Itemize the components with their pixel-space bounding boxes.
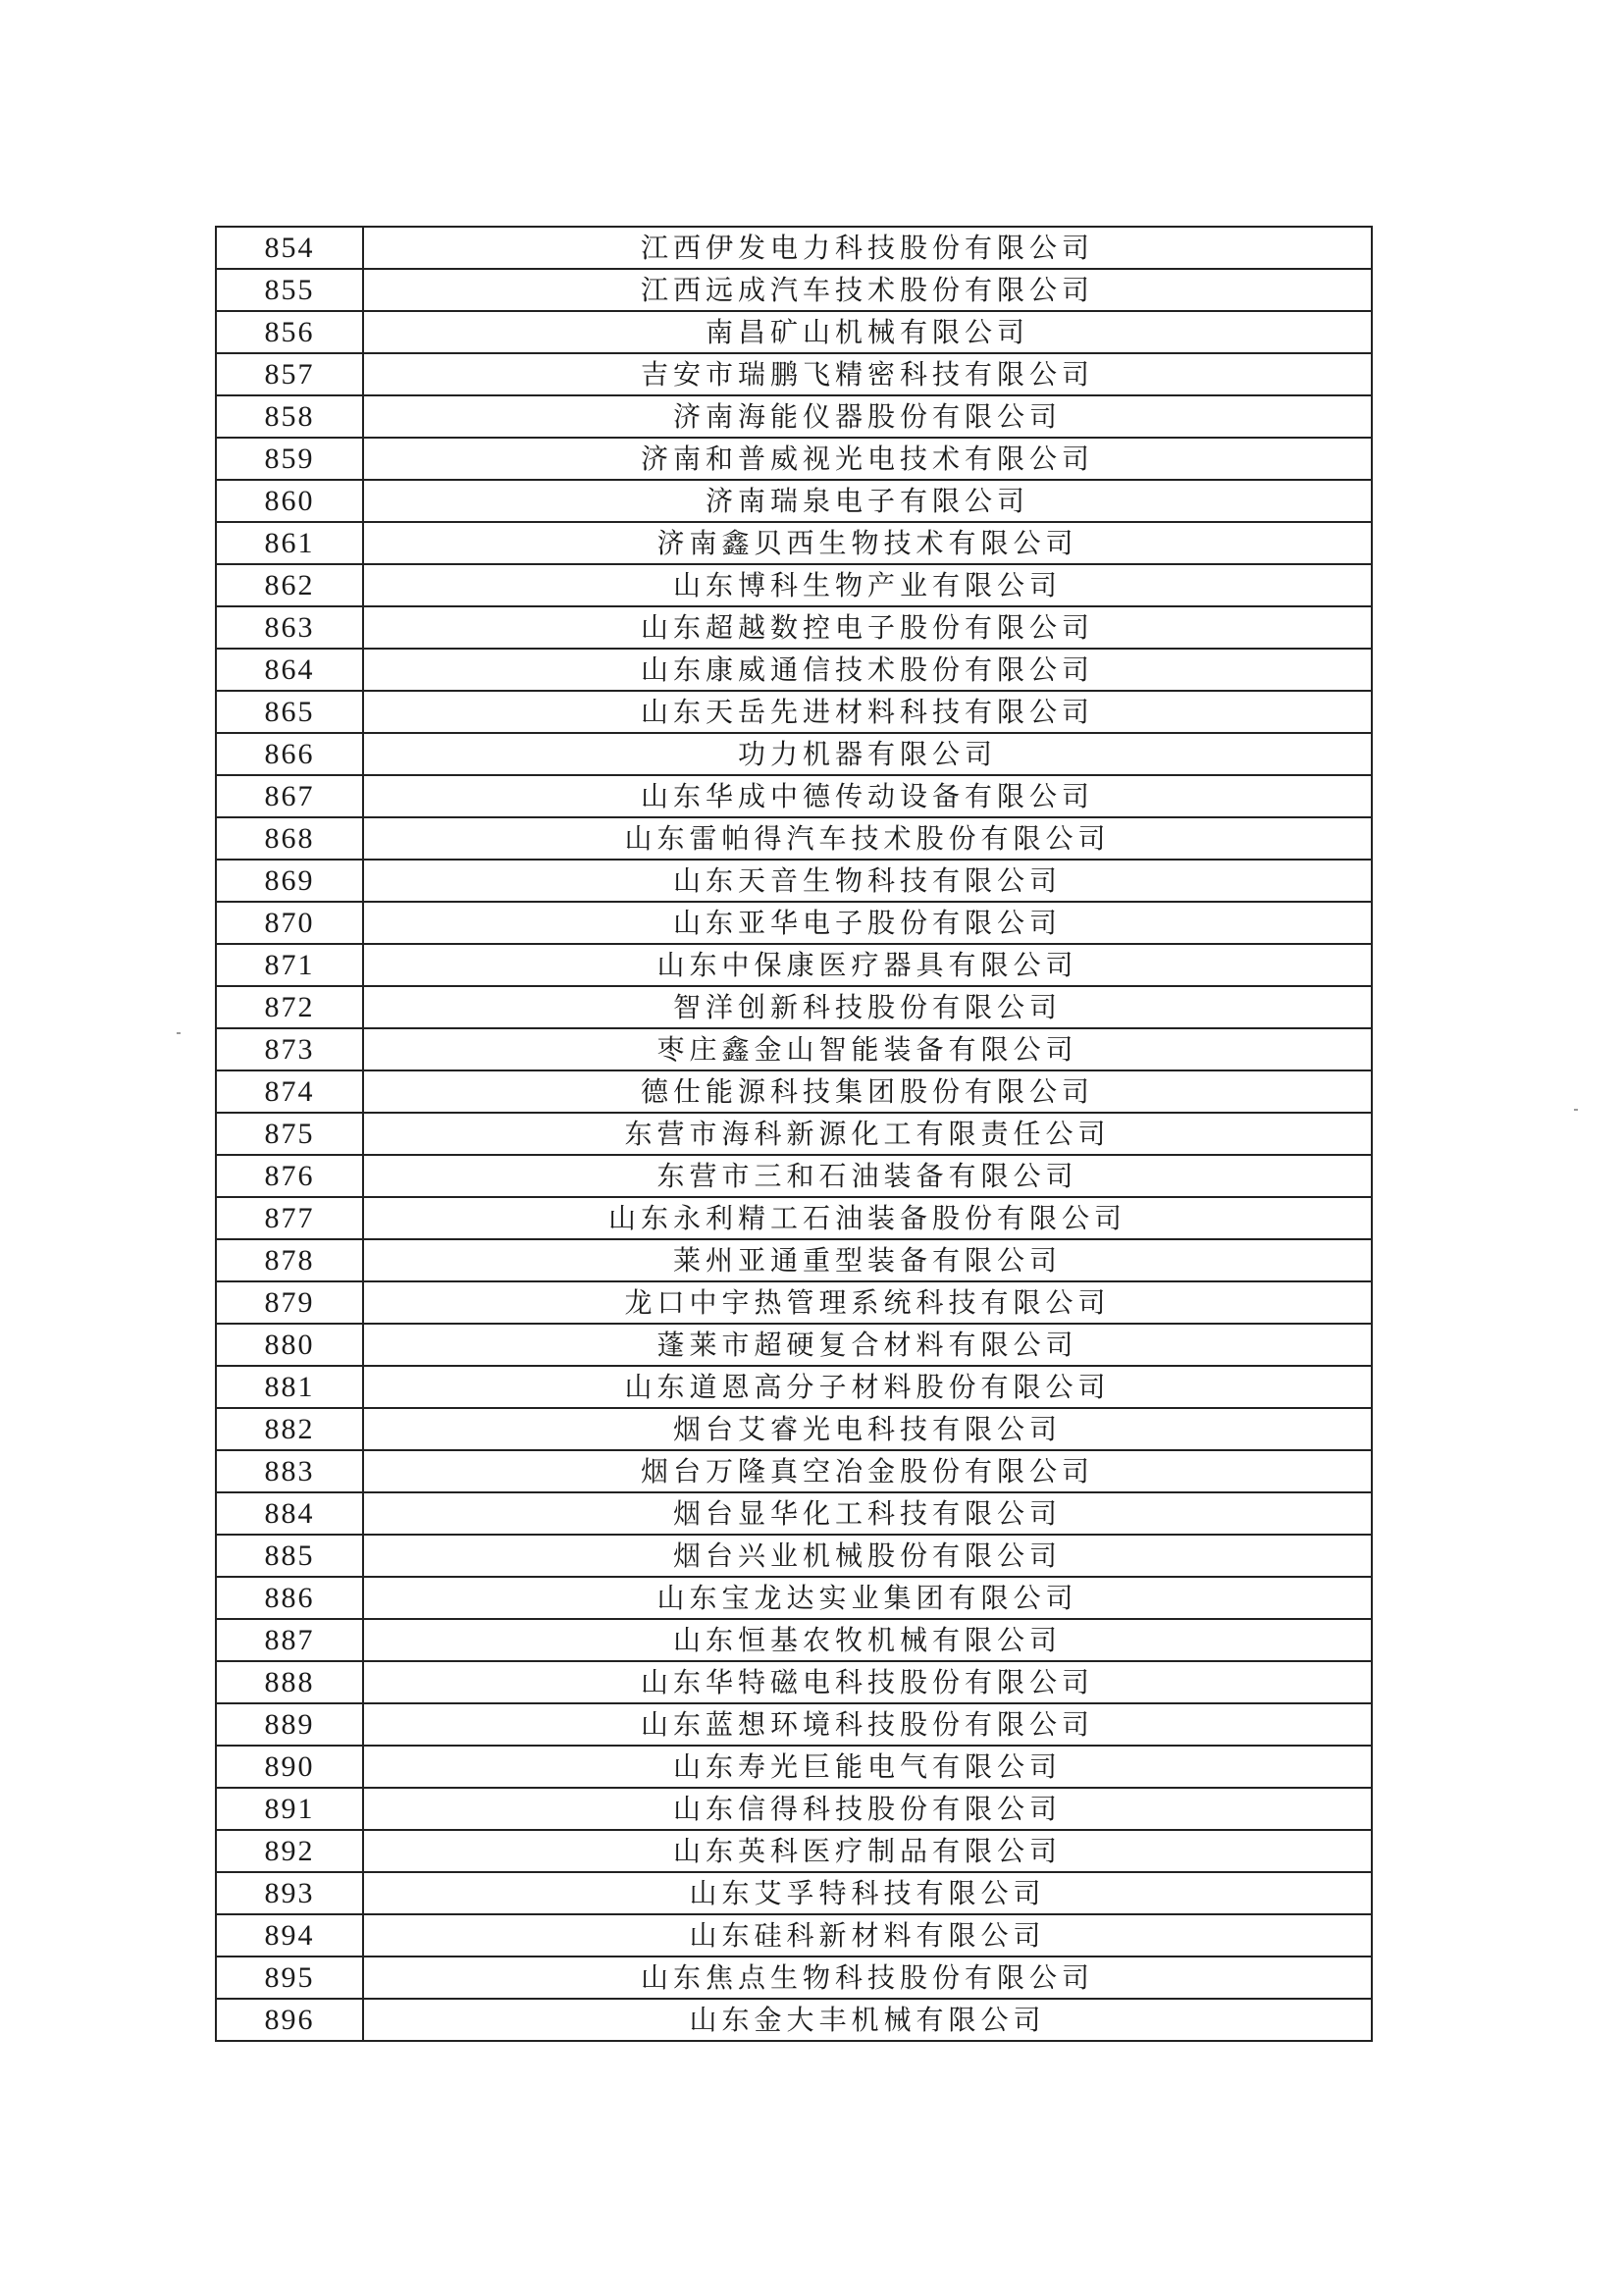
company-name-cell: 山东焦点生物科技股份有限公司 — [363, 1957, 1372, 1999]
company-name-cell: 南昌矿山机械有限公司 — [363, 311, 1372, 353]
table-row — [216, 817, 1372, 860]
row-number-cell: 859 — [216, 438, 363, 480]
row-number-cell: 880 — [216, 1324, 363, 1366]
company-name-cell: 枣庄鑫金山智能装备有限公司 — [363, 1028, 1372, 1070]
table-row — [216, 269, 1372, 311]
table-row — [216, 522, 1372, 564]
company-name-cell: 山东华特磁电科技股份有限公司 — [363, 1661, 1372, 1703]
table-row — [216, 1999, 1372, 2041]
company-name-cell: 山东蓝想环境科技股份有限公司 — [363, 1703, 1372, 1746]
row-number-cell: 877 — [216, 1197, 363, 1239]
table-row — [216, 606, 1372, 649]
table-row — [216, 1028, 1372, 1070]
row-number-cell: 874 — [216, 1070, 363, 1113]
row-number-cell: 871 — [216, 944, 363, 986]
company-name-cell: 山东超越数控电子股份有限公司 — [363, 606, 1372, 649]
row-number-cell: 863 — [216, 606, 363, 649]
table-row — [216, 944, 1372, 986]
row-number-cell: 884 — [216, 1492, 363, 1535]
company-name-cell: 德仕能源科技集团股份有限公司 — [363, 1070, 1372, 1113]
company-name-cell: 济南海能仪器股份有限公司 — [363, 395, 1372, 438]
row-number-cell: 868 — [216, 817, 363, 860]
table-row — [216, 1366, 1372, 1408]
table-row — [216, 1746, 1372, 1788]
row-number-cell: 865 — [216, 691, 363, 733]
row-number-cell: 893 — [216, 1872, 363, 1914]
company-name-cell: 山东雷帕得汽车技术股份有限公司 — [363, 817, 1372, 860]
table-row — [216, 311, 1372, 353]
row-number-cell: 885 — [216, 1535, 363, 1577]
company-name-cell: 烟台兴业机械股份有限公司 — [363, 1535, 1372, 1577]
table-row — [216, 1661, 1372, 1703]
table-row — [216, 1113, 1372, 1155]
company-name-cell: 山东恒基农牧机械有限公司 — [363, 1619, 1372, 1661]
company-name-cell: 山东金大丰机械有限公司 — [363, 1999, 1372, 2041]
table-row — [216, 395, 1372, 438]
table-row — [216, 1577, 1372, 1619]
row-number-cell: 854 — [216, 227, 363, 269]
company-name-cell: 山东艾孚特科技有限公司 — [363, 1872, 1372, 1914]
table-row — [216, 1957, 1372, 1999]
table-row — [216, 1324, 1372, 1366]
company-name-cell: 东营市三和石油装备有限公司 — [363, 1155, 1372, 1197]
table-row — [216, 649, 1372, 691]
table-row — [216, 1872, 1372, 1914]
company-list-table — [215, 226, 1373, 2042]
row-number-cell: 862 — [216, 564, 363, 606]
company-name-cell: 莱州亚通重型装备有限公司 — [363, 1239, 1372, 1281]
row-number-cell: 881 — [216, 1366, 363, 1408]
company-name-cell: 山东硅科新材料有限公司 — [363, 1914, 1372, 1957]
table-row — [216, 775, 1372, 817]
scan-speck — [1574, 1109, 1578, 1111]
row-number-cell: 856 — [216, 311, 363, 353]
company-name-cell: 山东博科生物产业有限公司 — [363, 564, 1372, 606]
row-number-cell: 855 — [216, 269, 363, 311]
row-number-cell: 858 — [216, 395, 363, 438]
table-row — [216, 353, 1372, 395]
table-row — [216, 564, 1372, 606]
company-name-cell: 山东永利精工石油装备股份有限公司 — [363, 1197, 1372, 1239]
table-row — [216, 986, 1372, 1028]
company-name-cell: 山东寿光巨能电气有限公司 — [363, 1746, 1372, 1788]
row-number-cell: 883 — [216, 1450, 363, 1492]
company-name-cell: 山东康威通信技术股份有限公司 — [363, 649, 1372, 691]
table-row — [216, 1788, 1372, 1830]
company-name-cell: 烟台艾睿光电科技有限公司 — [363, 1408, 1372, 1450]
row-number-cell: 896 — [216, 1999, 363, 2041]
row-number-cell: 887 — [216, 1619, 363, 1661]
company-name-cell: 山东中保康医疗器具有限公司 — [363, 944, 1372, 986]
company-name-cell: 山东宝龙达实业集团有限公司 — [363, 1577, 1372, 1619]
company-name-cell: 济南和普威视光电技术有限公司 — [363, 438, 1372, 480]
table-row — [216, 1197, 1372, 1239]
row-number-cell: 890 — [216, 1746, 363, 1788]
table-row — [216, 1535, 1372, 1577]
company-name-cell: 江西伊发电力科技股份有限公司 — [363, 227, 1372, 269]
row-number-cell: 873 — [216, 1028, 363, 1070]
row-number-cell: 857 — [216, 353, 363, 395]
row-number-cell: 860 — [216, 480, 363, 522]
table-row — [216, 1830, 1372, 1872]
company-list-table-body — [216, 227, 1372, 2041]
company-name-cell: 烟台显华化工科技有限公司 — [363, 1492, 1372, 1535]
row-number-cell: 875 — [216, 1113, 363, 1155]
row-number-cell: 888 — [216, 1661, 363, 1703]
row-number-cell: 872 — [216, 986, 363, 1028]
company-name-cell: 烟台万隆真空冶金股份有限公司 — [363, 1450, 1372, 1492]
company-name-cell: 济南瑞泉电子有限公司 — [363, 480, 1372, 522]
table-row — [216, 1492, 1372, 1535]
company-list-table-wrapper — [215, 226, 1373, 2042]
row-number-cell: 879 — [216, 1281, 363, 1324]
company-name-cell: 山东天音生物科技有限公司 — [363, 860, 1372, 902]
table-row — [216, 1408, 1372, 1450]
table-row — [216, 691, 1372, 733]
table-row — [216, 1703, 1372, 1746]
company-name-cell: 龙口中宇热管理系统科技有限公司 — [363, 1281, 1372, 1324]
company-name-cell: 智洋创新科技股份有限公司 — [363, 986, 1372, 1028]
row-number-cell: 869 — [216, 860, 363, 902]
row-number-cell: 867 — [216, 775, 363, 817]
company-name-cell: 山东道恩高分子材料股份有限公司 — [363, 1366, 1372, 1408]
company-name-cell: 山东亚华电子股份有限公司 — [363, 902, 1372, 944]
company-name-cell: 济南鑫贝西生物技术有限公司 — [363, 522, 1372, 564]
table-row — [216, 1619, 1372, 1661]
row-number-cell: 892 — [216, 1830, 363, 1872]
row-number-cell: 891 — [216, 1788, 363, 1830]
row-number-cell: 870 — [216, 902, 363, 944]
scan-speck — [177, 1032, 181, 1034]
row-number-cell: 889 — [216, 1703, 363, 1746]
row-number-cell: 864 — [216, 649, 363, 691]
table-row — [216, 1239, 1372, 1281]
company-name-cell: 山东华成中德传动设备有限公司 — [363, 775, 1372, 817]
company-name-cell: 江西远成汽车技术股份有限公司 — [363, 269, 1372, 311]
company-name-cell: 东营市海科新源化工有限责任公司 — [363, 1113, 1372, 1155]
company-name-cell: 山东英科医疗制品有限公司 — [363, 1830, 1372, 1872]
company-name-cell: 功力机器有限公司 — [363, 733, 1372, 775]
row-number-cell: 876 — [216, 1155, 363, 1197]
table-row — [216, 1914, 1372, 1957]
company-name-cell: 山东天岳先进材料科技有限公司 — [363, 691, 1372, 733]
row-number-cell: 886 — [216, 1577, 363, 1619]
table-row — [216, 1155, 1372, 1197]
table-row — [216, 902, 1372, 944]
table-row — [216, 480, 1372, 522]
row-number-cell: 861 — [216, 522, 363, 564]
table-row — [216, 1450, 1372, 1492]
row-number-cell: 894 — [216, 1914, 363, 1957]
row-number-cell: 882 — [216, 1408, 363, 1450]
table-row — [216, 733, 1372, 775]
table-row — [216, 1070, 1372, 1113]
table-row — [216, 438, 1372, 480]
company-name-cell: 蓬莱市超硬复合材料有限公司 — [363, 1324, 1372, 1366]
table-row — [216, 227, 1372, 269]
table-row — [216, 1281, 1372, 1324]
table-row — [216, 860, 1372, 902]
company-name-cell: 吉安市瑞鹏飞精密科技有限公司 — [363, 353, 1372, 395]
row-number-cell: 895 — [216, 1957, 363, 1999]
row-number-cell: 866 — [216, 733, 363, 775]
company-name-cell: 山东信得科技股份有限公司 — [363, 1788, 1372, 1830]
row-number-cell: 878 — [216, 1239, 363, 1281]
